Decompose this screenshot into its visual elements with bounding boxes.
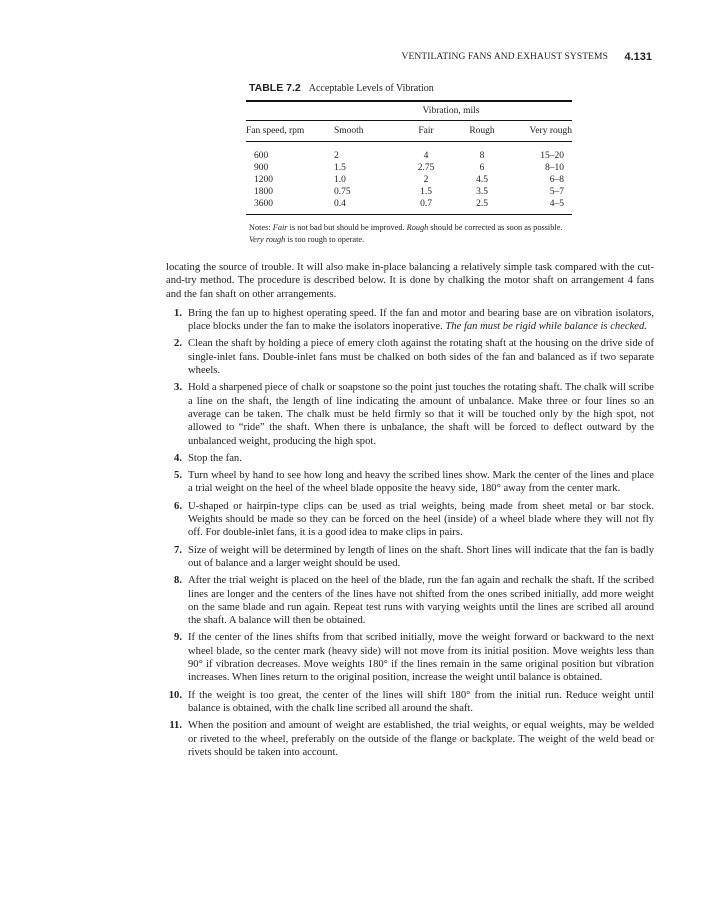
list-text: If the center of the lines shifts from that scribed initially, move the weight forward or backward to the next wheel blade, so the center mark (heavy side) will not move from its initial position. Move weights less than 90° if vibration decreases. Move weights 180° if the lines remain in the same original position but vibration increases. When lines return to the original position, increase the weight until balance is obtained.	[188, 632, 654, 684]
notes-fair-text: is not bad but should be improved.	[287, 223, 407, 232]
list-text: Hold a sharpened piece of chalk or soapstone so the point just touches the rotating shaft. The chalk will scribe a line on the shaft, the length of line indicating the amount of unbalance. Make three or four lines so an average can be taken. The chalk must be held firmly so that it will be touched only by the high spot, not allowed to “ride” the shaft. When there is unbalance, the shaft will be forced to deflect outward by the unbalanced weight, producing the high spot.	[188, 382, 654, 447]
list-text: Turn wheel by hand to see how long and heavy the scribed lines show. Mark the center of the lines and place a trial weight on the heel of the wheel blade opposite the heavy side, 180° away from the center mark.	[188, 470, 654, 495]
table-cell: 6–8	[549, 175, 564, 185]
list-item	[166, 631, 654, 684]
list-text: Bring the fan up to highest operating speed. If the fan and motor and bearing base are on vibration isolators, place blocks under the fan to make the isolators inoperative.	[188, 307, 654, 333]
table-cell: 4.5	[476, 175, 488, 185]
list-number: 2.	[174, 338, 182, 350]
table-cell: 2.5	[476, 199, 488, 209]
table-cell: 1.5	[420, 187, 432, 197]
table-cell: 4	[423, 151, 429, 161]
table-caption	[249, 82, 434, 94]
list-number: 11.	[169, 720, 182, 732]
column-header: Fair	[394, 121, 458, 142]
list-item	[166, 544, 654, 571]
list-text: After the trial weight is placed on the heel of the blade, run the fan again and rechalk the shaft. If the scribed lines are longer and the centers of the lines have not shifted from the ones scribed initially, add more weight on the same blade and run again. Repeat test runs with varying weights until the lines are scribed all around the shaft. A balance will then be obtained.	[188, 575, 654, 627]
table-row	[246, 174, 572, 186]
notes-rough-word: Rough	[406, 223, 429, 232]
list-number: 9.	[174, 632, 182, 644]
list-number: 7.	[174, 544, 182, 556]
column-header: Rough	[458, 121, 506, 142]
notes-fair-word: Fair	[272, 223, 288, 232]
table-cell: 1800	[254, 187, 273, 197]
table-title: Acceptable Levels of Vibration	[308, 83, 434, 94]
table-row	[246, 186, 572, 198]
list-text: If the weight is too great, the center of the lines will shift 180° from the initial run. Reduce weight until balance is obtained, with the chalk line scribed all around the shaft.	[188, 689, 654, 714]
list-item	[166, 337, 654, 377]
body-text	[166, 261, 654, 763]
table-cell: 8–10	[545, 163, 564, 173]
table-row	[246, 142, 572, 163]
table-cell: 2	[334, 151, 339, 161]
table-cell: 0.75	[334, 187, 351, 197]
table-cell: 3.5	[476, 187, 488, 197]
list-item	[166, 469, 654, 496]
list-text: Clean the shaft by holding a piece of emery cloth against the rotating shaft at the housing on the drive side of single-inlet fans. Double-inlet fans must be chalked on both sides of the fan and balanced as if two separate wheels.	[188, 338, 654, 377]
page-header	[0, 52, 718, 66]
table-cell: 2.75	[417, 163, 435, 173]
column-header: Smooth	[330, 121, 394, 142]
list-text: U-shaped or hairpin-type clips can be used as trial weights, being made from sheet metal or bar stock. Weights should be made so they can be forced on the heel (inside) of a wheel blade where they will not fly off. For double-inlet fans, it is a good idea to make clips in pairs.	[188, 500, 654, 539]
list-item	[166, 307, 654, 334]
list-number: 10.	[168, 689, 182, 701]
list-number: 1.	[174, 307, 182, 319]
notes-rough-text: should be corrected as soon as possible.	[428, 223, 563, 232]
list-number: 4.	[174, 452, 182, 464]
list-number: 3.	[174, 382, 182, 394]
table-row	[246, 198, 572, 215]
list-text: Stop the fan.	[188, 452, 242, 464]
table-cell: 1200	[254, 175, 273, 185]
group-header: Vibration, mils	[422, 106, 480, 116]
table-cell: 3600	[254, 199, 273, 209]
table-cell: 4–5	[549, 199, 564, 209]
procedure-list	[166, 307, 654, 759]
list-item	[166, 689, 654, 716]
running-head: VENTILATING FANS AND EXHAUST SYSTEMS	[401, 52, 608, 62]
table-cell: 0.7	[420, 199, 432, 209]
list-number: 5.	[174, 470, 182, 482]
table-label: TABLE 7.2	[249, 82, 301, 94]
table-cell: 6	[479, 163, 485, 173]
vibration-table	[246, 100, 572, 215]
table-cell: 600	[254, 151, 269, 161]
notes-very-rough-word: Very rough	[249, 235, 286, 244]
table-cell: 2	[423, 175, 429, 185]
table-cell: 1.0	[334, 175, 346, 185]
notes-very-rough-text: is too rough to operate.	[285, 235, 365, 244]
list-item	[166, 574, 654, 627]
list-number: 8.	[174, 575, 182, 587]
notes-prefix: Notes:	[249, 223, 273, 232]
list-number: 6.	[174, 500, 182, 512]
list-text: When the position and amount of weight are established, the trial weights, or equal weights, may be welded or riveted to the wheel, preferably on the outside of the flange or backplate. The weight of the weld bead or rivets should be taken into account.	[188, 720, 654, 758]
table-cell: 8	[479, 151, 485, 161]
column-header: Fan speed, rpm	[246, 121, 330, 142]
table-cell: 1.5	[334, 163, 346, 173]
table-cell: 900	[254, 163, 269, 173]
list-text-italic: The fan must be rigid while balance is checked.	[445, 321, 647, 333]
list-text: Size of weight will be determined by length of lines on the shaft. Short lines will indicate that the fan is badly out of balance and a larger weight should be used.	[188, 544, 654, 569]
list-item	[166, 500, 654, 540]
table-cell: 0.4	[334, 199, 346, 209]
list-item	[166, 381, 654, 447]
intro-paragraph: locating the source of trouble. It will also make in-place balancing a relatively simple task compared with the cut-and-try method. The procedure is described below. It is done by chalking the motor shaft on arrangement 4 fans and the fan shaft on other arrangements.	[166, 262, 654, 300]
table-cell: 5–7	[549, 187, 564, 197]
list-item	[166, 719, 654, 759]
list-item	[166, 452, 654, 465]
table-notes	[249, 222, 579, 246]
table-row	[246, 162, 572, 174]
column-header: Very rough	[506, 121, 572, 142]
table-cell: 15–20	[540, 151, 564, 161]
page-number: 4.131	[624, 51, 652, 63]
